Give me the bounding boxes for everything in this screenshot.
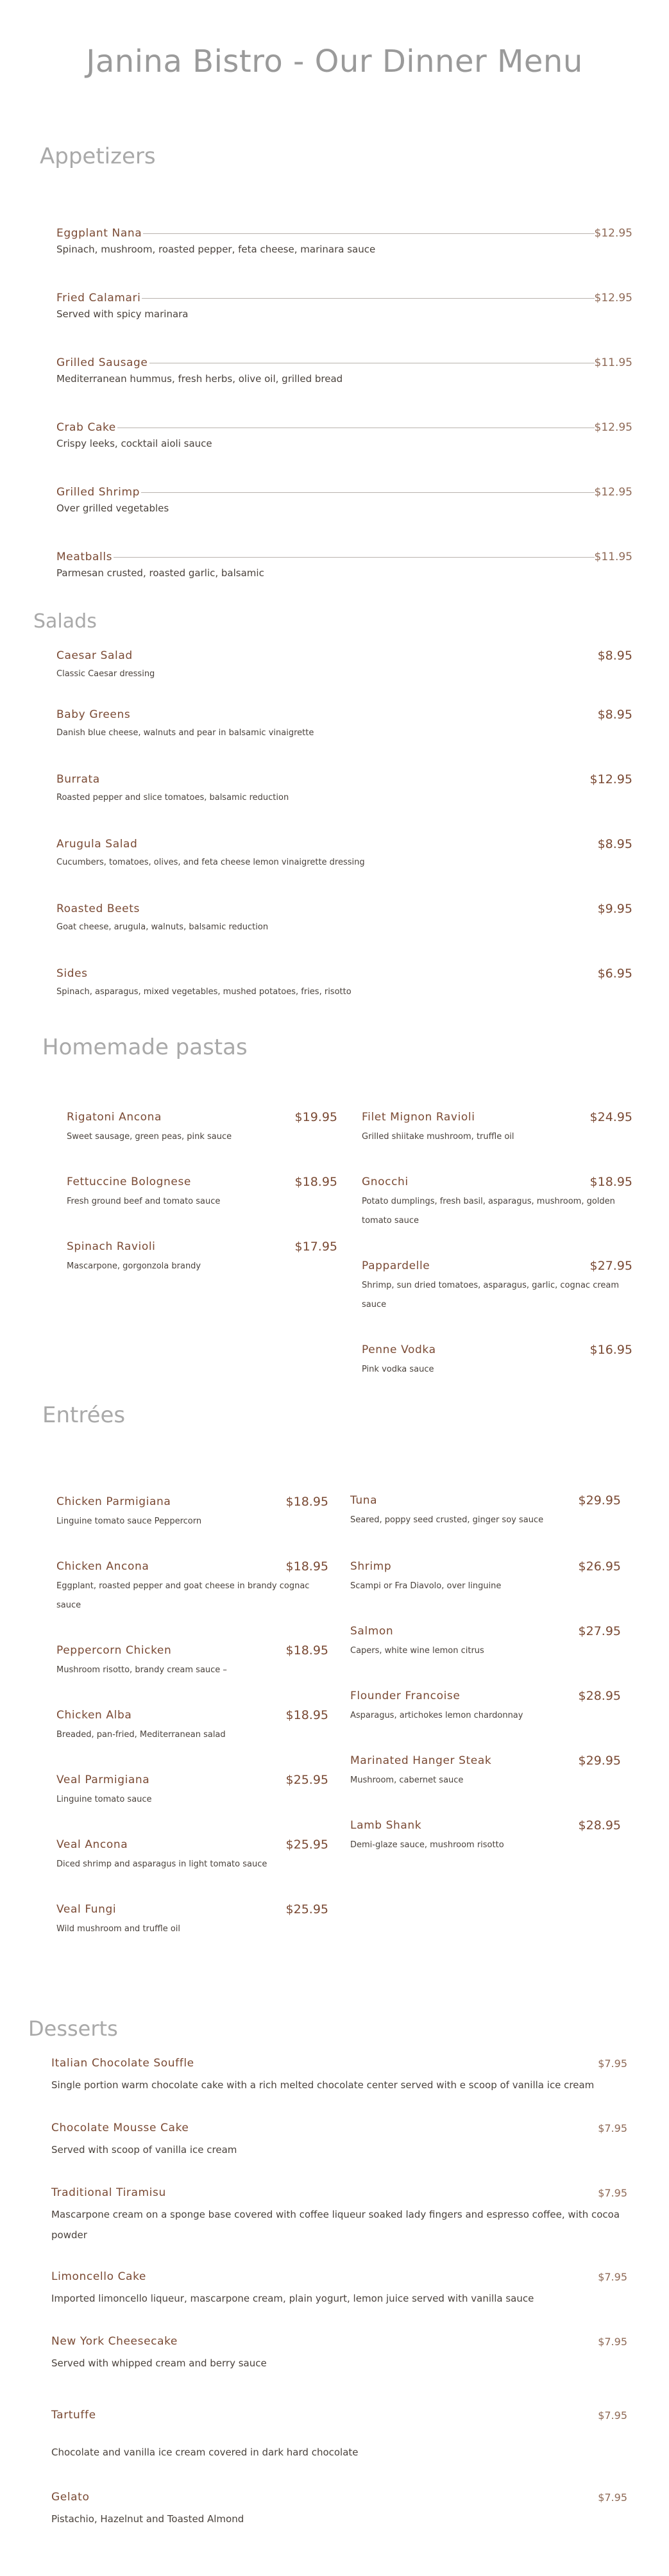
- item-name: Chicken Alba: [56, 1709, 132, 1722]
- item-description: Linguine tomato sauce: [56, 1795, 152, 1804]
- item-description: Eggplant, roasted pepper and goat cheese in brandy cognac sauce: [56, 1581, 310, 1610]
- item-name: Tartuffe: [51, 2409, 96, 2422]
- entree-item: [56, 1643, 328, 1707]
- item-price: $7.95: [598, 2335, 627, 2348]
- pastas-heading: Homemade pastas: [42, 1035, 248, 1060]
- item-description: Diced shrimp and asparagus in light tomato sauce: [56, 1859, 267, 1869]
- item-name: Roasted Beets: [56, 902, 140, 915]
- item-name: Italian Chocolate Souffle: [51, 2057, 194, 2070]
- item-name: Flounder Francoise: [350, 1690, 461, 1702]
- item-description: Wild mushroom and truffle oil: [56, 1924, 181, 1934]
- item-name: Veal Ancona: [56, 1838, 128, 1851]
- pasta-item: [67, 1239, 337, 1303]
- item-description: Spinach, asparagus, mixed vegetables, mushed potatoes, fries, risotto: [56, 987, 351, 997]
- item-price: $12.95: [594, 227, 632, 240]
- item-price: $28.95: [578, 1689, 621, 1703]
- appetizer-item: [56, 290, 632, 335]
- item-name: Filet Mignon Ravioli: [362, 1111, 475, 1124]
- entree-item: [350, 1818, 621, 1882]
- item-price: $8.95: [597, 837, 632, 851]
- item-description: Served with spicy marinara: [56, 308, 189, 320]
- item-price: $7.95: [598, 2122, 627, 2134]
- item-price: $7.95: [598, 2270, 627, 2283]
- item-price: $11.95: [594, 551, 632, 563]
- desserts-heading: Desserts: [28, 2016, 118, 2041]
- item-name: Salmon: [350, 1625, 394, 1638]
- item-name: Limoncello Cake: [51, 2270, 146, 2283]
- item-name: Burrata: [56, 773, 100, 786]
- item-description: Mascarpone cream on a sponge base covered with coffee liqueur soaked lady fingers and espresso coffee, with cocoa powder: [51, 2209, 620, 2241]
- item-name: Shrimp: [350, 1560, 392, 1573]
- item-description: Parmesan crusted, roasted garlic, balsamic: [56, 567, 264, 579]
- salad-item: [56, 901, 632, 946]
- item-description: Pink vodka sauce: [362, 1365, 434, 1374]
- item-price: $6.95: [597, 967, 632, 981]
- item-price: $7.95: [598, 2491, 627, 2504]
- item-price: $12.95: [594, 421, 632, 434]
- item-price: $28.95: [578, 1818, 621, 1832]
- item-price: $19.95: [294, 1110, 337, 1124]
- pasta-item: [362, 1174, 632, 1238]
- item-name: Gelato: [51, 2491, 90, 2504]
- item-description: Mushroom, cabernet sauce: [350, 1775, 464, 1785]
- dotted-leader: [141, 492, 595, 493]
- item-description: Capers, white wine lemon citrus: [350, 1646, 484, 1656]
- entrees-heading: Entrées: [42, 1402, 126, 1428]
- item-name: Chocolate Mousse Cake: [51, 2122, 189, 2134]
- item-price: $16.95: [589, 1343, 632, 1357]
- dotted-leader: [142, 298, 594, 299]
- item-description: Chocolate and vanilla ice cream covered in dark hard chocolate: [51, 2447, 359, 2458]
- pasta-item: [362, 1258, 632, 1322]
- item-price: $12.95: [594, 486, 632, 499]
- item-price: $29.95: [578, 1493, 621, 1508]
- dessert-item: [51, 2185, 627, 2245]
- item-price: $18.95: [285, 1495, 328, 1509]
- salads-heading: Salads: [33, 610, 97, 633]
- item-description: Served with scoop of vanilla ice cream: [51, 2144, 237, 2156]
- item-description: Single portion warm chocolate cake with a rich melted chocolate center served with e scoop of vanilla ice cream: [51, 2079, 595, 2091]
- item-price: $11.95: [594, 356, 632, 369]
- item-price: $18.95: [285, 1559, 328, 1574]
- item-price: $25.95: [285, 1838, 328, 1852]
- item-name: Pappardelle: [362, 1259, 430, 1272]
- dotted-leader: [114, 557, 594, 558]
- item-name: Eggplant Nana: [56, 227, 142, 240]
- pasta-item: [362, 1109, 632, 1174]
- dessert-item: [51, 2120, 627, 2160]
- item-description: Goat cheese, arugula, walnuts, balsamic reduction: [56, 922, 269, 932]
- item-price: $7.95: [598, 2186, 627, 2199]
- entree-item: [56, 1902, 328, 1966]
- item-price: $24.95: [589, 1110, 632, 1124]
- item-price: $8.95: [597, 708, 632, 722]
- item-price: $25.95: [285, 1902, 328, 1916]
- pasta-item: [362, 1342, 632, 1406]
- item-name: Veal Parmigiana: [56, 1774, 150, 1786]
- item-name: Lamb Shank: [350, 1819, 422, 1832]
- item-description: Breaded, pan-fried, Mediterranean salad: [56, 1730, 226, 1740]
- item-description: Spinach, mushroom, roasted pepper, feta cheese, marinara sauce: [56, 244, 376, 255]
- item-description: Potato dumplings, fresh basil, asparagus, mushroom, golden tomato sauce: [362, 1197, 615, 1226]
- item-description: Over grilled vegetables: [56, 503, 169, 514]
- item-name: Grilled Sausage: [56, 356, 148, 369]
- entree-item: [56, 1772, 328, 1836]
- item-name: Traditional Tiramisu: [51, 2186, 166, 2199]
- appetizer-item: [56, 226, 632, 270]
- item-price: $18.95: [285, 1708, 328, 1722]
- item-description: Classic Caesar dressing: [56, 669, 155, 679]
- item-name: Peppercorn Chicken: [56, 1644, 172, 1657]
- item-description: Roasted pepper and slice tomatoes, balsamic reduction: [56, 793, 289, 802]
- item-price: $9.95: [597, 902, 632, 916]
- salad-item: [56, 836, 632, 881]
- item-description: Crispy leeks, cocktail aioli sauce: [56, 438, 212, 449]
- dessert-item: [51, 2269, 627, 2309]
- item-name: Meatballs: [56, 551, 113, 563]
- item-description: Fresh ground beef and tomato sauce: [67, 1197, 221, 1206]
- salad-item: [56, 772, 632, 817]
- item-name: Baby Greens: [56, 708, 131, 721]
- dessert-item: [51, 2407, 627, 2463]
- item-price: $25.95: [285, 1773, 328, 1787]
- item-price: $12.95: [589, 772, 632, 786]
- entree-item: [350, 1624, 621, 1688]
- entree-item: [56, 1837, 328, 1901]
- pasta-item: [67, 1174, 337, 1238]
- item-price: $7.95: [598, 2409, 627, 2422]
- item-price: $17.95: [294, 1240, 337, 1254]
- item-name: Gnocchi: [362, 1176, 409, 1188]
- dotted-leader: [143, 233, 594, 234]
- item-price: $26.95: [578, 1559, 621, 1574]
- pasta-item: [67, 1109, 337, 1174]
- item-price: $18.95: [294, 1175, 337, 1189]
- entree-item: [56, 1708, 328, 1772]
- item-description: Danish blue cheese, walnuts and pear in balsamic vinaigrette: [56, 728, 314, 738]
- item-name: Veal Fungi: [56, 1903, 117, 1916]
- salad-item: [56, 707, 632, 752]
- entree-item: [56, 1494, 328, 1558]
- item-description: Imported limoncello liqueur, mascarpone cream, plain yogurt, lemon juice served with vanilla sauce: [51, 2293, 534, 2304]
- appetizer-item: [56, 420, 632, 465]
- entree-item: [350, 1559, 621, 1623]
- salad-item: [56, 648, 632, 693]
- item-description: Asparagus, artichokes lemon chardonnay: [350, 1711, 523, 1720]
- item-description: Scampi or Fra Diavolo, over linguine: [350, 1581, 502, 1591]
- item-name: Crab Cake: [56, 421, 116, 434]
- item-price: $7.95: [598, 2057, 627, 2070]
- entree-item: [350, 1753, 621, 1817]
- appetizer-item: [56, 355, 632, 400]
- entree-item: [350, 1493, 621, 1557]
- item-name: Chicken Parmigiana: [56, 1495, 171, 1508]
- dessert-item: [51, 2489, 627, 2529]
- item-description: Mushroom risotto, brandy cream sauce –: [56, 1665, 227, 1675]
- appetizers-heading: Appetizers: [40, 144, 156, 169]
- item-name: Spinach Ravioli: [67, 1240, 156, 1253]
- item-name: Rigatoni Ancona: [67, 1111, 162, 1124]
- page-title: Janina Bistro - Our Dinner Menu: [86, 44, 583, 79]
- item-price: $18.95: [285, 1643, 328, 1658]
- item-name: Chicken Ancona: [56, 1560, 149, 1573]
- salad-item: [56, 966, 632, 1011]
- item-price: $12.95: [594, 292, 632, 304]
- item-price: $27.95: [589, 1259, 632, 1273]
- item-name: Arugula Salad: [56, 838, 138, 851]
- entree-item: [350, 1688, 621, 1752]
- dessert-item: [51, 2056, 627, 2095]
- item-description: Pistachio, Hazelnut and Toasted Almond: [51, 2513, 244, 2525]
- item-price: $8.95: [597, 649, 632, 663]
- item-name: Grilled Shrimp: [56, 486, 140, 499]
- item-description: Shrimp, sun dried tomatoes, asparagus, garlic, cognac cream sauce: [362, 1281, 620, 1309]
- item-price: $18.95: [589, 1175, 632, 1189]
- appetizer-item: [56, 549, 632, 594]
- dessert-item: [51, 2334, 627, 2373]
- item-name: Fried Calamari: [56, 292, 141, 304]
- entree-item: [56, 1559, 328, 1623]
- item-price: $29.95: [578, 1754, 621, 1768]
- item-description: Grilled shiitake mushroom, truffle oil: [362, 1132, 514, 1142]
- item-description: Seared, poppy seed crusted, ginger soy sauce: [350, 1515, 544, 1525]
- item-description: Demi-glaze sauce, mushroom risotto: [350, 1840, 504, 1850]
- item-name: New York Cheesecake: [51, 2335, 178, 2348]
- item-name: Penne Vodka: [362, 1343, 436, 1356]
- item-description: Served with whipped cream and berry sauce: [51, 2357, 267, 2369]
- item-name: Fettuccine Bolognese: [67, 1176, 191, 1188]
- item-description: Mascarpone, gorgonzola brandy: [67, 1261, 201, 1271]
- item-description: Cucumbers, tomatoes, olives, and feta cheese lemon vinaigrette dressing: [56, 858, 365, 867]
- item-name: Sides: [56, 967, 88, 980]
- item-name: Caesar Salad: [56, 649, 133, 662]
- appetizer-item: [56, 485, 632, 529]
- item-name: Tuna: [350, 1494, 378, 1507]
- item-description: Linguine tomato sauce Peppercorn: [56, 1517, 202, 1526]
- item-description: Sweet sausage, green peas, pink sauce: [67, 1132, 232, 1142]
- item-description: Mediterranean hummus, fresh herbs, olive oil, grilled bread: [56, 373, 343, 385]
- item-price: $27.95: [578, 1624, 621, 1638]
- item-name: Marinated Hanger Steak: [350, 1754, 492, 1767]
